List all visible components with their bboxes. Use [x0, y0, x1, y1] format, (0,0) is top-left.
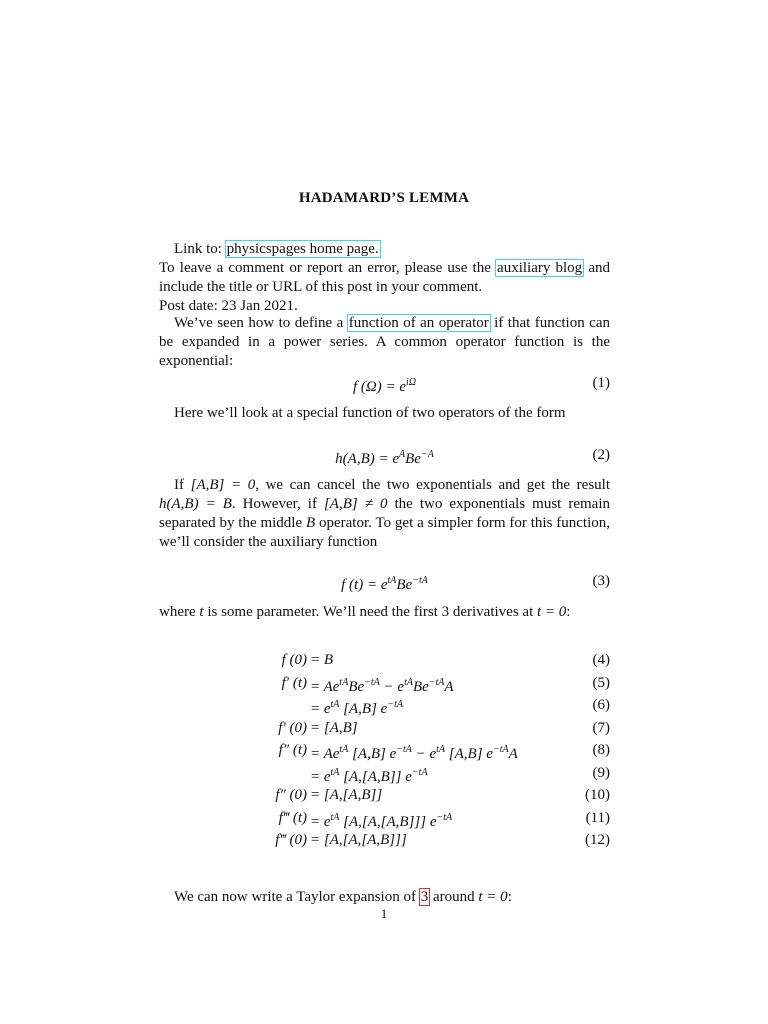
- intro-block: [159, 240, 610, 316]
- para4-text-1: where: [159, 604, 200, 620]
- aligned-equation-row: [159, 717, 610, 739]
- paragraph-5: [159, 888, 610, 907]
- para5-math-1: t = 0: [478, 889, 508, 905]
- aligned-equation-row: [159, 784, 610, 806]
- aligned-equation-lhs: f′ (t): [281, 674, 307, 691]
- aligned-equation-rhs: = $Ae^{tA}$ [A,B] $e^{-tA} - e^{tA}$ [A,B] $e^{-tA}A$: [310, 744, 518, 762]
- para4-math-1: t: [199, 604, 204, 620]
- aligned-equation-lhs: f″ (0): [275, 787, 307, 803]
- equation-1-body: f $(\Omega) = e^{i\Omega}$: [352, 377, 417, 395]
- aligned-equation-rhs: = $e^{tA}$ [A,[A,B]] $e^{-tA}$: [310, 766, 428, 785]
- aligned-equation-rhs: = [A,[A,B]]: [310, 787, 383, 803]
- aligned-equation-rhs: = $Ae^{tA}Be^{-tA} - e^{tA}Be^{-tA}A$: [310, 676, 454, 695]
- para5-text-1: We can now write a Taylor expansion of: [174, 889, 420, 905]
- para4-text-3: :: [566, 604, 571, 620]
- function-of-operator-link[interactable]: function of an operator: [348, 315, 489, 331]
- equation-3-reference-link[interactable]: 3: [420, 889, 429, 905]
- para1-prefix: We’ve seen how to define a: [174, 315, 348, 331]
- post-date: Post date: 23 Jan 2021.: [159, 298, 298, 314]
- para4-math-2: t = 0: [536, 604, 567, 620]
- paragraph-1: [159, 314, 610, 371]
- equation-3-body: f $(t) = e^{tA}Be^{-tA}$: [341, 575, 428, 593]
- auxiliary-blog-link[interactable]: auxiliary blog: [497, 260, 583, 276]
- aligned-equation-row: [159, 829, 610, 851]
- aligned-equation-number: (11): [585, 809, 610, 826]
- para4-text-2: is some parameter. We’ll need the first 3 derivatives at: [203, 604, 537, 620]
- aligned-equation-number: (12): [585, 832, 610, 848]
- aligned-equation-lhs: f‴ (t): [278, 809, 307, 826]
- aligned-equation-row: [159, 807, 610, 829]
- equation-2: [159, 444, 610, 466]
- equation-2-number: (2): [592, 447, 610, 463]
- aligned-equation-row: [159, 694, 610, 716]
- para3-text-1: If: [174, 477, 191, 493]
- para1-suffix: if that function can be expanded in a power series. A common operator function is the exponential:: [159, 315, 610, 369]
- aligned-equation-number: (4): [592, 652, 610, 668]
- para5-text-2: around: [429, 889, 479, 905]
- aligned-equation-number: (5): [592, 674, 610, 691]
- equation-2-body: $h(A,B) = e^ABe^{-A}$: [335, 449, 434, 467]
- equation-3-number: (3): [592, 573, 610, 589]
- aligned-equation-lhs: f′ (0): [278, 719, 307, 736]
- comment-suffix: and include the title or URL of this post in your comment.: [159, 260, 610, 295]
- aligned-equation-number: (8): [592, 742, 610, 758]
- paragraph-3: [159, 476, 610, 552]
- para3-text-5: operator. To get a simpler form for this function, we’ll consider the auxiliary function: [159, 515, 610, 550]
- equation-3: [159, 570, 610, 592]
- page-title: HADAMARD’S LEMMA: [298, 190, 470, 206]
- paragraph-4: [159, 603, 610, 622]
- aligned-equation-row: [159, 649, 610, 671]
- home-page-link[interactable]: physicspages home page.: [226, 241, 379, 257]
- para5-text-3: :: [507, 889, 512, 905]
- para3-math-1: [A,B] = 0: [190, 477, 256, 493]
- aligned-equation-lhs: f‴ (0): [275, 832, 307, 848]
- aligned-equation-rhs: = [A,B]: [310, 719, 358, 736]
- comment-prefix: To leave a comment or report an error, please use the: [159, 260, 497, 276]
- aligned-equation-number: (9): [592, 764, 610, 781]
- aligned-equation-lhs: f″ (t): [278, 742, 307, 758]
- aligned-equation-rhs: = $e^{tA}$ [A,[A,[A,B]]] $e^{-tA}$: [310, 811, 453, 830]
- aligned-equation-rhs: = [A,[A,[A,B]]]: [310, 832, 407, 848]
- aligned-equation-lhs: f (0): [281, 652, 307, 668]
- para3-math-3: [A,B] ≠ 0: [323, 496, 388, 512]
- aligned-equation-rhs: = B: [310, 652, 334, 668]
- aligned-equation-number: (6): [592, 697, 610, 713]
- aligned-equation-number: (10): [585, 787, 610, 803]
- aligned-equation-row: [159, 739, 610, 761]
- aligned-equation-rhs: = $e^{tA}$ [A,B] $e^{-tA}$: [310, 699, 403, 717]
- para3-math-4: B: [305, 515, 316, 531]
- aligned-equation-row: [159, 672, 610, 694]
- paragraph-2: Here we’ll look at a special function of two operators of the form: [174, 405, 566, 421]
- para3-math-2: h(A,B) = B: [159, 496, 232, 512]
- para3-text-4: the two exponentials must remain separated by the middle: [159, 496, 610, 531]
- aligned-equation-row: [159, 762, 610, 784]
- aligned-equation-number: (7): [592, 719, 610, 736]
- para3-text-2: , we can cancel the two exponentials and get the result: [255, 477, 610, 493]
- page-number: 1: [380, 906, 388, 921]
- para3-text-3: . However, if: [231, 496, 324, 512]
- equation-1-number: (1): [592, 375, 610, 391]
- link-prefix: Link to:: [174, 241, 226, 257]
- equation-1: [159, 372, 610, 394]
